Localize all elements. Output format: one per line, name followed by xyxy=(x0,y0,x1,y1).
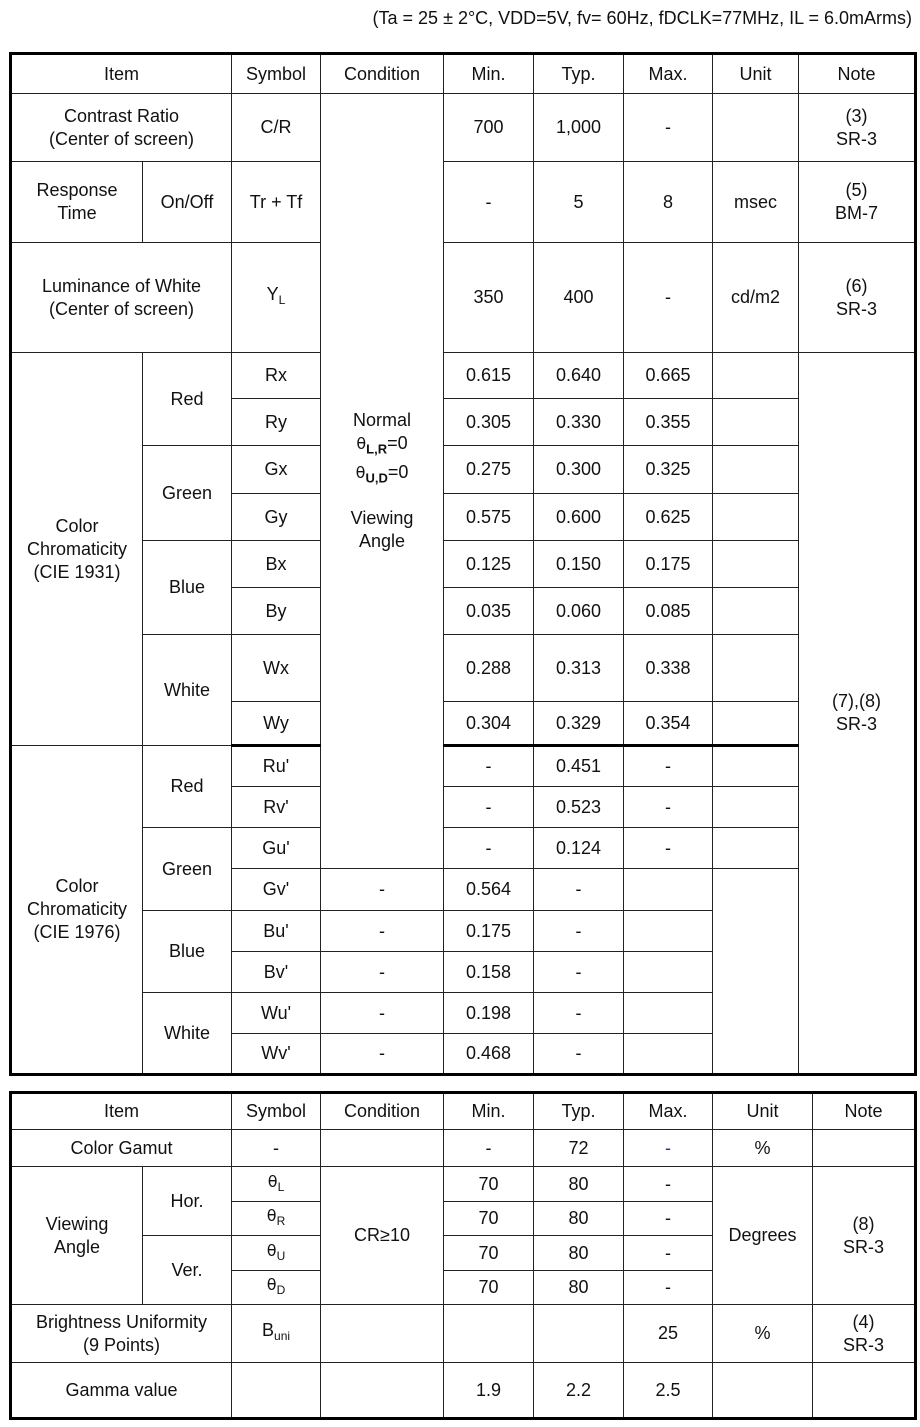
unit-cell xyxy=(713,1363,813,1419)
max-cell: - xyxy=(624,1130,713,1167)
table-row xyxy=(11,635,916,702)
min-cell: 0.275 xyxy=(444,446,534,494)
item-cell: Gamma value xyxy=(11,1363,232,1419)
symbol-cell xyxy=(232,1363,321,1419)
header-max: Max. xyxy=(624,1093,713,1130)
typ-cell: 0.600 xyxy=(534,494,624,541)
min-cell: - xyxy=(321,993,444,1034)
cie1976-label: Color Chromaticity (CIE 1976) xyxy=(11,746,143,1075)
cie1931-label: Color Chromaticity (CIE 1931) xyxy=(11,353,143,746)
subitem-cell: On/Off xyxy=(143,162,232,243)
condition-cell xyxy=(321,1305,444,1363)
typ-cell: 0.329 xyxy=(534,702,624,746)
symbol-cell: C/R xyxy=(232,94,321,162)
condition-cell: Normal $\theta_{L,R}=0$ $\theta_{U,D}=0$ Viewing Angle xyxy=(321,94,444,869)
symbol-cell: Bx xyxy=(232,541,321,588)
min-cell: 1.9 xyxy=(444,1363,534,1419)
symbol-cell: $\theta_R$ xyxy=(232,1202,321,1236)
note-cell xyxy=(813,1130,916,1167)
header-condition: Condition xyxy=(321,1093,444,1130)
typ-cell: 0.124 xyxy=(534,828,624,869)
color-name-cell: Red xyxy=(143,746,232,828)
table-row xyxy=(11,1363,916,1419)
typ-cell: 0.451 xyxy=(534,746,624,787)
symbol-cell: $Y_L$ xyxy=(232,243,321,353)
typ-cell: 400 xyxy=(534,243,624,353)
note-cell: (8) SR-3 xyxy=(813,1167,916,1305)
max-cell: - xyxy=(624,828,713,869)
typ-cell: 0.468 xyxy=(444,1034,534,1075)
header-condition: Condition xyxy=(321,54,444,94)
typ-cell: 80 xyxy=(534,1271,624,1305)
symbol-cell: Ry xyxy=(232,399,321,446)
max-cell: - xyxy=(624,746,713,787)
color-name-cell: Blue xyxy=(143,911,232,993)
header-unit: Unit xyxy=(713,1093,813,1130)
subitem-cell: Ver. xyxy=(143,1236,232,1305)
typ-cell: 80 xyxy=(534,1236,624,1271)
max-cell: - xyxy=(534,952,624,993)
unit-cell: cd/m2 xyxy=(713,243,799,353)
symbol-cell: Gx xyxy=(232,446,321,494)
table-row xyxy=(11,1130,916,1167)
symbol-cell: Wy xyxy=(232,702,321,746)
unit-cell xyxy=(624,869,713,911)
symbol-cell: $\theta_D$ xyxy=(232,1271,321,1305)
table-row xyxy=(11,162,916,243)
max-cell: 0.354 xyxy=(624,702,713,746)
max-cell: - xyxy=(624,787,713,828)
unit-cell xyxy=(624,911,713,952)
color-name-cell: Red xyxy=(143,353,232,446)
symbol-cell: $\theta_L$ xyxy=(232,1167,321,1202)
typ-cell: 0.313 xyxy=(534,635,624,702)
symbol-cell: Gu' xyxy=(232,828,321,869)
table-row xyxy=(11,746,916,787)
max-cell: - xyxy=(534,911,624,952)
subitem-cell: Hor. xyxy=(143,1167,232,1236)
header-typ: Typ. xyxy=(534,54,624,94)
note-cell: (5) BM-7 xyxy=(799,162,916,243)
min-cell: - xyxy=(444,746,534,787)
min-cell: - xyxy=(444,828,534,869)
unit-cell xyxy=(713,635,799,702)
header-typ: Typ. xyxy=(534,1093,624,1130)
condition-cell xyxy=(321,1363,444,1419)
symbol-cell: Rv' xyxy=(232,787,321,828)
max-cell: - xyxy=(534,993,624,1034)
unit-cell xyxy=(713,828,799,869)
min-cell: 0.125 xyxy=(444,541,534,588)
max-cell: 2.5 xyxy=(624,1363,713,1419)
note-cell: (3) SR-3 xyxy=(799,94,916,162)
header-note: Note xyxy=(813,1093,916,1130)
typ-cell: 5 xyxy=(534,162,624,243)
condition-cell: CR≥10 xyxy=(321,1167,444,1305)
unit-cell xyxy=(713,446,799,494)
unit-cell xyxy=(713,787,799,828)
unit-cell: Degrees xyxy=(713,1167,813,1305)
color-name-cell: White xyxy=(143,635,232,746)
max-cell: 0.338 xyxy=(624,635,713,702)
header-max: Max. xyxy=(624,54,713,94)
typ-cell xyxy=(534,1305,624,1363)
min-cell: - xyxy=(444,787,534,828)
max-cell: 8 xyxy=(624,162,713,243)
table-row xyxy=(11,911,916,952)
unit-cell xyxy=(713,588,799,635)
symbol-cell: $\theta_U$ xyxy=(232,1236,321,1271)
item-cell: Viewing Angle xyxy=(11,1167,143,1305)
header-symbol: Symbol xyxy=(232,54,321,94)
color-name-cell: Green xyxy=(143,828,232,911)
symbol-cell: Wv' xyxy=(232,1034,321,1075)
table-row xyxy=(11,828,916,869)
condition-cell xyxy=(321,1130,444,1167)
unit-cell xyxy=(713,353,799,399)
max-cell: - xyxy=(534,869,624,911)
color-name-cell: Green xyxy=(143,446,232,541)
table-row xyxy=(11,993,916,1034)
item-cell: Contrast Ratio (Center of screen) xyxy=(11,94,232,162)
max-cell: - xyxy=(624,1271,713,1305)
min-cell: 70 xyxy=(444,1167,534,1202)
min-cell: 0.305 xyxy=(444,399,534,446)
min-cell: 350 xyxy=(444,243,534,353)
table-row xyxy=(11,353,916,399)
typ-cell: 1,000 xyxy=(534,94,624,162)
unit-cell xyxy=(624,1034,713,1075)
symbol-cell: Wu' xyxy=(232,993,321,1034)
unit-cell xyxy=(713,746,799,787)
max-cell: 25 xyxy=(624,1305,713,1363)
typ-cell: 0.523 xyxy=(534,787,624,828)
unit-cell xyxy=(713,541,799,588)
note-cell: (4) SR-3 xyxy=(813,1305,916,1363)
header-item: Item xyxy=(11,54,232,94)
min-cell: - xyxy=(321,1034,444,1075)
unit-cell: % xyxy=(713,1305,813,1363)
item-cell: Brightness Uniformity (9 Points) xyxy=(11,1305,232,1363)
table-row xyxy=(11,446,916,494)
symbol-cell: $B_{uni}$ xyxy=(232,1305,321,1363)
unit-cell xyxy=(713,94,799,162)
item-cell: Luminance of White (Center of screen) xyxy=(11,243,232,353)
max-cell: - xyxy=(534,1034,624,1075)
table-row xyxy=(11,1305,916,1363)
header-item: Item xyxy=(11,1093,232,1130)
typ-cell: 0.300 xyxy=(534,446,624,494)
unit-cell: % xyxy=(713,1130,813,1167)
min-cell: - xyxy=(444,1130,534,1167)
min-cell: 0.304 xyxy=(444,702,534,746)
min-cell: - xyxy=(321,869,444,911)
header-unit: Unit xyxy=(713,54,799,94)
typ-cell: 0.150 xyxy=(534,541,624,588)
note-cell: (6) SR-3 xyxy=(799,243,916,353)
typ-cell: 0.640 xyxy=(534,353,624,399)
max-cell: 0.625 xyxy=(624,494,713,541)
unit-cell: msec xyxy=(713,162,799,243)
header-symbol: Symbol xyxy=(232,1093,321,1130)
color-name-cell: White xyxy=(143,993,232,1075)
header-row xyxy=(11,54,916,94)
symbol-cell: By xyxy=(232,588,321,635)
table-row xyxy=(11,94,916,162)
unit-cell xyxy=(624,993,713,1034)
note-cell xyxy=(813,1363,916,1419)
symbol-cell: Wx xyxy=(232,635,321,702)
table-row xyxy=(11,1167,916,1202)
table-row xyxy=(11,541,916,588)
min-cell: 0.575 xyxy=(444,494,534,541)
unit-cell xyxy=(713,399,799,446)
symbol-cell: Ru' xyxy=(232,746,321,787)
typ-cell: 0.564 xyxy=(444,869,534,911)
item-cell: Response Time xyxy=(11,162,143,243)
color-name-cell: Blue xyxy=(143,541,232,635)
min-cell: 0.035 xyxy=(444,588,534,635)
max-cell: - xyxy=(624,1167,713,1202)
typ-cell: 72 xyxy=(534,1130,624,1167)
min-cell: 70 xyxy=(444,1236,534,1271)
min-cell: - xyxy=(321,952,444,993)
typ-cell: 0.158 xyxy=(444,952,534,993)
measurement-conditions: (Ta = 25 ± 2°C, VDD=5V, fv= 60Hz, fDCLK=77MHz, IL = 6.0mArms) xyxy=(372,8,912,28)
min-cell: 700 xyxy=(444,94,534,162)
unit-cell xyxy=(713,494,799,541)
typ-cell: 0.198 xyxy=(444,993,534,1034)
unit-cell xyxy=(713,702,799,746)
symbol-cell: Gv' xyxy=(232,869,321,911)
chroma-note-cell: (7),(8) SR-3 xyxy=(799,353,916,1075)
min-cell: 70 xyxy=(444,1271,534,1305)
symbol-cell: Rx xyxy=(232,353,321,399)
max-cell: - xyxy=(624,94,713,162)
max-cell: 0.085 xyxy=(624,588,713,635)
unit-cell xyxy=(624,952,713,993)
viewing-specs-table xyxy=(9,1091,917,1420)
item-cell: Color Gamut xyxy=(11,1130,232,1167)
max-cell: 0.175 xyxy=(624,541,713,588)
typ-cell: 0.330 xyxy=(534,399,624,446)
min-cell: 70 xyxy=(444,1202,534,1236)
min-cell: 0.288 xyxy=(444,635,534,702)
optical-specs-table xyxy=(9,52,917,1076)
header-note: Note xyxy=(799,54,916,94)
min-cell: - xyxy=(444,162,534,243)
max-cell: - xyxy=(624,1236,713,1271)
max-cell: 0.325 xyxy=(624,446,713,494)
header-min: Min. xyxy=(444,1093,534,1130)
typ-cell: 0.060 xyxy=(534,588,624,635)
header-min: Min. xyxy=(444,54,534,94)
symbol-cell: Gy xyxy=(232,494,321,541)
max-cell: 0.665 xyxy=(624,353,713,399)
symbol-cell: Tr + Tf xyxy=(232,162,321,243)
min-cell: 0.615 xyxy=(444,353,534,399)
typ-cell: 0.175 xyxy=(444,911,534,952)
symbol-cell: Bv' xyxy=(232,952,321,993)
typ-cell: 80 xyxy=(534,1167,624,1202)
symbol-cell: - xyxy=(232,1130,321,1167)
typ-cell: 2.2 xyxy=(534,1363,624,1419)
max-cell: - xyxy=(624,243,713,353)
header-row xyxy=(11,1093,916,1130)
max-cell: - xyxy=(624,1202,713,1236)
min-cell: - xyxy=(321,911,444,952)
min-cell xyxy=(444,1305,534,1363)
table-row xyxy=(11,243,916,353)
typ-cell: 80 xyxy=(534,1202,624,1236)
symbol-cell: Bu' xyxy=(232,911,321,952)
max-cell: 0.355 xyxy=(624,399,713,446)
